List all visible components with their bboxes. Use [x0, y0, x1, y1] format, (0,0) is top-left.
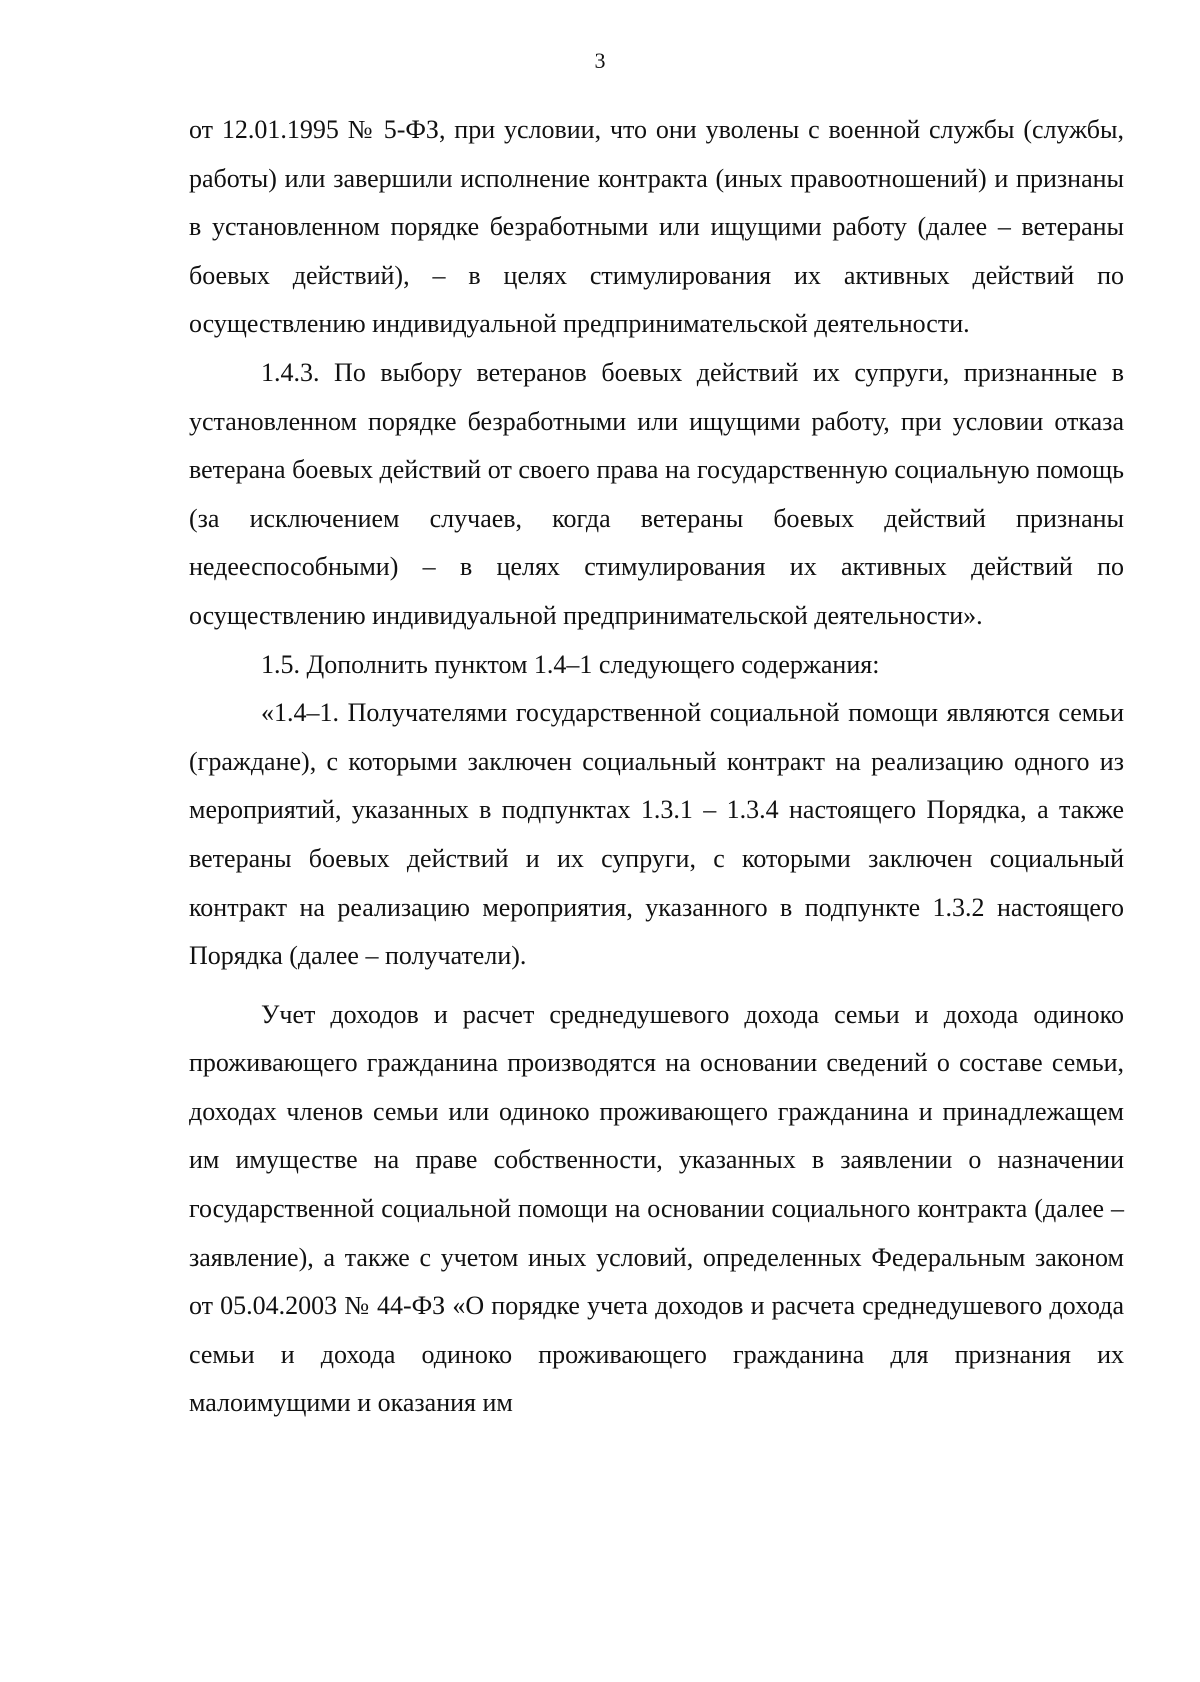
paragraph-1-5: 1.5. Дополнить пунктом 1.4–1 следующего содержания: — [261, 649, 880, 679]
paragraph-continuation: от 12.01.1995 № 5-ФЗ, при условии, что они уволены с военной службы (службы, работы) или завершили исполнение контракта (иных правоотношений) и признаны в установленном порядке безработными или ищущими работу (далее – ветераны боевых действий), – в целях стимулирования их активных действий по осуществлению индивидуальной предпринимательской деятельности. — [189, 115, 1124, 339]
paragraph-income-calculation: Учет доходов и расчет среднедушевого дохода семьи и дохода одиноко проживающего гражданина производятся на основании сведений о составе семьи, доходах членов семьи или одиноко проживающего гражданина и принадлежащем им имуществе на праве собственности, указанных в заявлении о назначении государственной социальной помощи на основании социального контракта (далее – заявление), а также с учетом иных условий, определенных Федеральным законом от 05.04.2003 № 44-ФЗ «О порядке учета доходов и расчета среднедушевого дохода семьи и дохода одиноко проживающего гражданина для признания их малоимущими и оказания им — [189, 999, 1124, 1418]
page-number: 3 — [594, 48, 606, 73]
paragraph-1-4-3: 1.4.3. По выбору ветеранов боевых действий их супруги, признанные в установленном порядке безработными или ищущими работу, при условии отказа ветерана боевых действий от своего права на государственную социальную помощь (за исключением случаев, когда ветераны боевых действий признаны недееспособными) – в целях стимулирования их активных действий по осуществлению индивидуальной предпринимательской деятельности». — [189, 357, 1124, 630]
document-body — [189, 106, 1124, 1428]
paragraph-1-4-1: «1.4–1. Получателями государственной социальной помощи являются семьи (граждане), с которыми заключен социальный контракт на реализацию одного из мероприятий, указанных в подпунктах 1.3.1 – 1.3.4 настоящего Порядка, а также ветераны боевых действий и их супруги, с которыми заключен социальный контракт на реализацию мероприятия, указанного в подпункте 1.3.2 настоящего Порядка (далее – получатели). — [189, 698, 1124, 971]
